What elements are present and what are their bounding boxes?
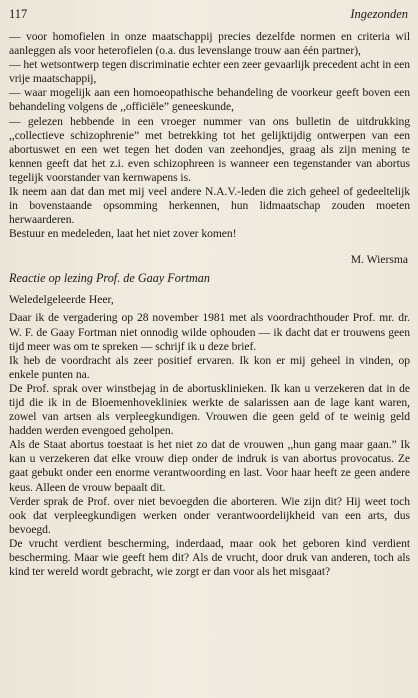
section-title: Ingezonden [350,7,408,21]
paragraph: — waar mogelijk aan een homoeopathische behandeling de voorkeur geeft boven een behandeling volgens de ,,officiële” geneeskunde, [9,86,410,114]
paragraph: Als de Staat abortus toestaat is het niet zo dat de vrouwen ,,hun gang maar gaan.” Ik kan u verzekeren dat elke vrouw diep onder de indruk is van abortus provocatus. Ze gaat gebukt onder een enorme verantwoording en last. Voor haar heeft ze geen andere keus. Alleen de vrouw bepaalt dit. [9,438,410,494]
paragraph: Verder sprak de Prof. over niet bevoegden die aborteren. Wie zijn dit? Hij weet toch ook dat verpleegkundigen werken onder verantwoordelijkheid van een arts, dus bevoegd. [9,494,410,536]
paragraph: Ik heb de voordracht als zeer positief ervaren. Ik kon er mij geheel in vinden, op enkele punten na. [9,353,410,381]
paragraph: — voor homofielen in onze maatschappij precies dezelfde normen en criteria wil aanleggen als voor heterofielen (o.a. dus levenslange trouw aan één partner), [9,30,410,58]
letter-wiersma-body [9,30,410,241]
paragraph: — gelezen hebbende in een vroeger nummer van ons bulletin de uitdrukking ,,collectieve schizophrenie” met betrekking tot het gelijktijdig ontwerpen van een abortuswet en een wet tegen het doden van zeehondjes, graag als zijn mening te kennen geeft dat het z.i. even schizophreen is wanneer een tegenstander van abortus tegelijk voorstander van kernwapens is. [9,114,410,184]
paragraph: — het wetsontwerp tegen discriminatie echter een zeer gevaarlijk precedent acht in een vrije maatschappij, [9,58,410,86]
paragraph: Ik neem aan dat dan met mij veel andere N.A.V.-leden die zich geheel of gedeeltelijk in bovenstaande opsomming herkennen, hun lidmaatschap zouden moeten herwaarderen. [9,185,410,227]
paragraph: Bestuur en medeleden, laat het niet zover komen! [9,227,237,241]
letter-reactie-body [9,311,410,579]
paragraph: De vrucht verdient bescherming, inderdaad, maar ook het geboren kind verdient bescherming. Maar wie geeft hem dit? Als de vrucht, door druk van anderen, toch als kind ter wereld wordt gebracht, wie zorgt er dan voor als het misgaat? [9,536,410,579]
page-header [9,6,410,24]
paragraph: De Prof. sprak over winstbejag in de abortusklinieken. Ik kan u verzekeren dat in de tijd die ik in de Bloemenhoveklinieк werkte de salarissen aan de lage kant waren, zowel van artsen als verpleegkundigen. Vrouwen die geen geld of te weinig geld hadden werden evengoed geholpen. [9,381,410,438]
signature: M. Wiersma [350,253,408,267]
page-number: 117 [9,7,28,21]
salutation: Weledelgeleerde Heer, [9,293,114,307]
letter-heading: Reactie op lezing Prof. de Gaay Fortman [9,271,210,286]
paragraph: Daar ik de vergadering op 28 november 1981 met als voordrachthouder Prof. mr. dr. W. F. de Gaay Fortman niet onnodig wilde ophouden — ik dacht dat er trouwens geen tijd meer was om te spreken — schrijf ik u deze brief. [9,311,410,353]
